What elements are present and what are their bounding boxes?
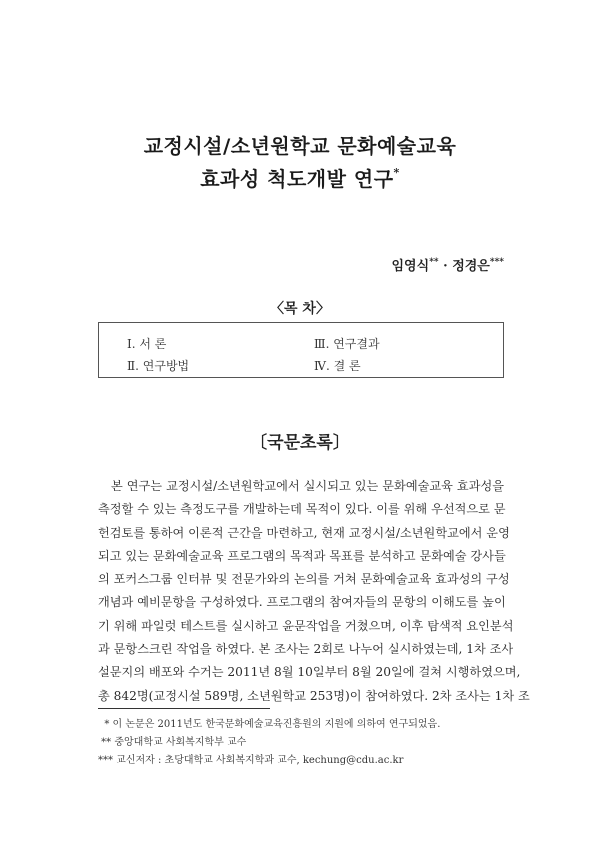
abstract-line: 기 위해 파일럿 테스트를 실시하고 윤문작업을 거쳤으며, 이후 탐색적 요인분석: [98, 618, 514, 633]
abstract-body: [98, 475, 530, 708]
author-1-mark: **: [429, 257, 439, 268]
abstract-line: 설문지의 배포와 수거는 2011년 8월 10일부터 8월 20일에 걸쳐 시행하였으며,: [98, 665, 521, 680]
author-2-mark: ***: [489, 257, 504, 268]
abstract-line: 의 포커스그룹 인터뷰 및 전문가와의 논의를 거쳐 문화예술교육 효과성의 구성: [98, 572, 510, 587]
abstract-heading: 〔국문초록〕: [250, 433, 350, 453]
footnotes: [98, 716, 440, 770]
abstract-line: 과 문항스크린 작업을 하였다. 본 조사는 2회로 나누어 실시하였는데, 1차 조사: [98, 642, 514, 657]
footnote-author1: ** 중앙대학교 사회복지학부 교수: [98, 737, 247, 748]
paper-title-line2-text: 효과성 척도개발 연구: [200, 167, 394, 191]
title-footnote-mark: *: [393, 166, 400, 180]
table-of-contents: [98, 322, 504, 378]
abstract-line: 본 연구는 교정시설/소년원학교에서 실시되고 있는 문화예술교육 효과성을: [111, 479, 504, 493]
toc-item-results: Ⅲ. 연구결과: [314, 337, 380, 351]
author-separator: ·: [438, 259, 453, 274]
abstract-line: 총 842명(교정시설 589명, 소년원학교 253명)이 참여하였다. 2차 조사는 1차 조: [98, 688, 530, 703]
toc-item-method: Ⅱ. 연구방법: [127, 359, 190, 373]
abstract-line: 개념과 예비문항을 구성하였다. 프로그램의 참여자들의 문항의 이해도를 높이: [98, 595, 506, 610]
toc-label: 〈목 차〉: [270, 301, 330, 317]
paper-title-line1: 교정시설/소년원학교 문화예술교육: [143, 134, 457, 158]
abstract-line: 측정할 수 있는 측정도구를 개발하는데 목적이 있다. 이를 위해 우선적으로 문: [98, 502, 506, 517]
footnote-funding: * 이 논문은 2011년도 한국문화예술교육진흥원의 지원에 의하여 연구되었음.: [98, 719, 441, 730]
toc-item-conclusion: Ⅳ. 결 론: [314, 359, 361, 373]
author-line: [392, 255, 505, 274]
paper-title-line2: [0, 163, 600, 192]
author-1: 임영식: [391, 259, 430, 274]
footnote-divider: [98, 708, 270, 709]
toc-item-introduction: Ⅰ. 서 론: [127, 337, 167, 351]
footnote-author2: *** 교신저자 : 초당대학교 사회복지학과 교수, kechung@cdu.ac.kr: [98, 755, 404, 766]
author-2: 정경은: [452, 259, 490, 274]
abstract-line: 헌검토를 통하여 이론적 근간을 마련하고, 현재 교정시설/소년원학교에서 운영: [98, 525, 510, 540]
abstract-line: 되고 있는 문화예술교육 프로그램의 목적과 목표를 분석하고 문화예술 강사들: [98, 548, 506, 563]
